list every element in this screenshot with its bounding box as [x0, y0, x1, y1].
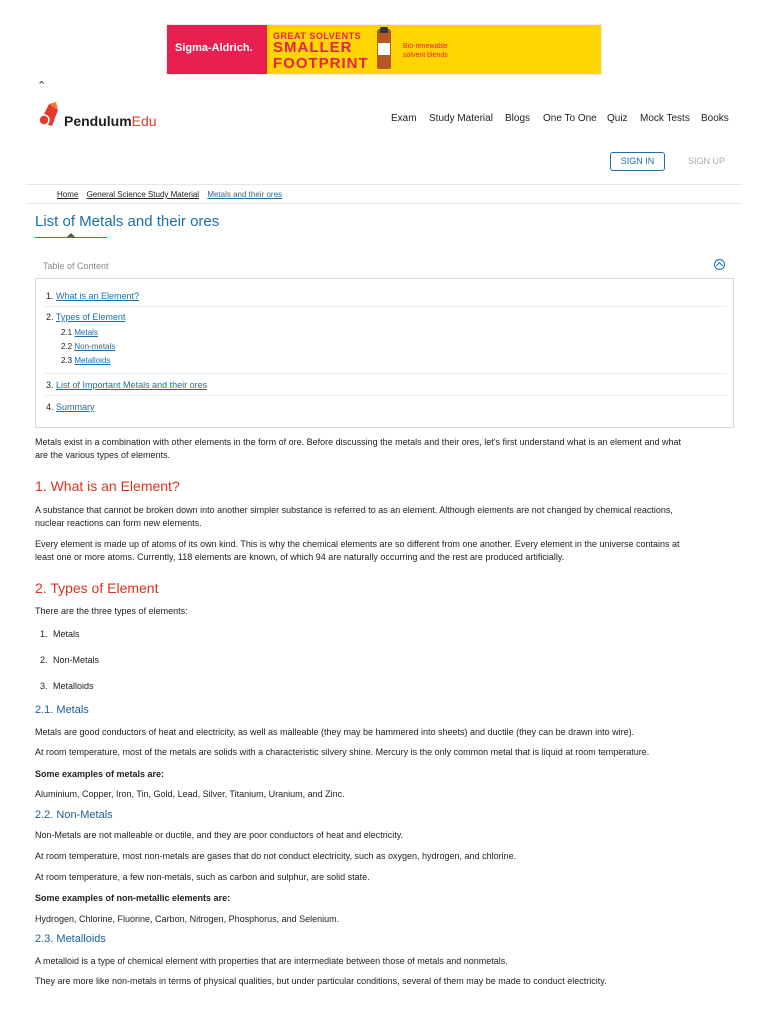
list-number: 1.	[40, 629, 48, 639]
toc-link-metals[interactable]: Metals	[74, 328, 98, 337]
metals-examples-heading: Some examples of metals are:	[35, 769, 165, 779]
toc-link-what-is-element[interactable]: What is an Element?	[56, 291, 140, 301]
toc-item-number: 2.	[46, 312, 54, 322]
element-p2-line-1: Every element is made up of atoms of its own kind. This is why the chemical elements are so different from one another. Every element in the universe contains at	[35, 539, 680, 549]
toc-subitem-2-3	[61, 356, 110, 365]
ad-line-1: GREAT SOLVENTS	[273, 31, 362, 41]
toc-subitem-2-1	[61, 328, 98, 337]
intro-paragraph	[35, 436, 735, 462]
toc-item-number: 3.	[46, 380, 54, 390]
metalloids-paragraph-1: A metalloid is a type of chemical element with properties that are intermediate between those of metals and nonmetals.	[35, 956, 508, 966]
toc-heading: Table of Content	[43, 261, 109, 271]
toc-subitem-2-2	[61, 342, 115, 351]
list-number: 2.	[40, 655, 48, 665]
sign-in-button[interactable]: SIGN IN	[610, 152, 665, 171]
toc-subitem-number: 2.2	[61, 342, 73, 351]
toc-item-3	[46, 380, 207, 390]
intro-line-1: Metals exist in a combination with other elements in the form of ore. Before discussing the metals and their ores, let's first understand what is an element and what	[35, 437, 682, 447]
ad-right-2: solvent blends	[403, 52, 448, 59]
toc-item-4	[46, 402, 95, 412]
element-paragraph-2	[35, 538, 735, 564]
title-underline	[35, 237, 107, 238]
nav-quiz[interactable]: Quiz	[607, 113, 628, 124]
nav-exam[interactable]: Exam	[391, 113, 417, 124]
toc-link-metals-and-ores[interactable]: List of Important Metals and their ores	[56, 380, 208, 390]
chevron-up-icon[interactable]	[714, 259, 725, 270]
metals-examples: Aluminium, Copper, Iron, Tin, Gold, Lead, Silver, Titanium, Uranium, and Zinc.	[35, 789, 345, 799]
toc-item-2	[46, 312, 125, 322]
bottle-icon	[377, 29, 391, 69]
toc-divider	[44, 395, 727, 396]
breadcrumb	[57, 190, 288, 199]
nonmetals-examples-heading: Some examples of non-metallic elements are:	[35, 893, 231, 903]
toc-item-number: 1.	[46, 291, 54, 301]
nonmetals-paragraph-3: At room temperature, a few non-metals, such as carbon and sulphur, are solid state.	[35, 872, 370, 882]
nonmetals-paragraph-2: At room temperature, most non-metals are gases that do not conduct electricity, such as oxygen, hydrogen, and chlorine.	[35, 851, 517, 861]
toc-divider	[44, 373, 727, 374]
nav-blogs[interactable]: Blogs	[505, 113, 531, 124]
types-intro: There are the three types of elements:	[35, 606, 188, 616]
logo-name: Pendulum	[64, 113, 132, 129]
element-p1-line-1: A substance that cannot be broken down into another simpler substance is referred to as an element. Although elements are not changed by chemical reactions,	[35, 505, 673, 515]
ad-line-2: SMALLER	[273, 39, 353, 56]
nav-one-to-one[interactable]: One To One	[543, 113, 597, 124]
toc-link-summary[interactable]: Summary	[56, 402, 95, 412]
divider	[26, 184, 742, 185]
heading-types-of-element: 2. Types of Element	[35, 580, 159, 596]
heading-metalloids: 2.3. Metalloids	[35, 933, 106, 945]
ad-line-3: FOOTPRINT	[273, 55, 369, 72]
breadcrumb-current[interactable]: Metals and their ores	[207, 190, 283, 199]
list-item	[40, 681, 94, 691]
toc-subitem-number: 2.3	[61, 356, 73, 365]
nav-books[interactable]: Books	[701, 113, 729, 124]
list-item	[40, 655, 99, 665]
toc-link-metalloids[interactable]: Metalloids	[74, 356, 111, 365]
toc-subitem-number: 2.1	[61, 328, 73, 337]
list-item	[40, 629, 80, 639]
collapse-ad-icon[interactable]: ⌃	[37, 80, 47, 92]
metals-paragraph-1: Metals are good conductors of heat and electricity, as well as malleable (they may be hammered into sheets) and ductile (they can be drawn into wire).	[35, 727, 635, 737]
breadcrumb-home[interactable]: Home	[57, 190, 79, 199]
divider	[26, 203, 742, 204]
toc-item-1	[46, 291, 139, 301]
sign-up-button[interactable]: SIGN UP	[688, 156, 726, 166]
list-label: Metalloids	[53, 681, 94, 691]
element-paragraph-1	[35, 504, 735, 530]
ad-brand-panel	[167, 25, 267, 75]
toc-item-number: 4.	[46, 402, 54, 412]
ad-banner[interactable]	[166, 24, 602, 75]
nonmetals-examples: Hydrogen, Chlorine, Fluorine, Carbon, Nitrogen, Phosphorus, and Selenium.	[35, 914, 340, 924]
page-title: List of Metals and their ores	[35, 213, 220, 230]
list-label: Non-Metals	[53, 655, 100, 665]
list-label: Metals	[53, 629, 80, 639]
heading-what-is-element: 1. What is an Element?	[35, 478, 180, 494]
nav-mock-tests[interactable]: Mock Tests	[640, 113, 690, 124]
nav-study-material[interactable]: Study Material	[429, 113, 493, 124]
element-p2-line-2: least one or more atoms. Currently, 118 elements are known, of which 94 are naturally occurring and the rest are produced artificially.	[35, 552, 565, 562]
list-number: 3.	[40, 681, 48, 691]
metalloids-paragraph-2: They are more like non-metals in terms of physical qualities, but under particular conditions, several of them may be made to conduct electricity.	[35, 976, 607, 986]
toc-link-types-of-element[interactable]: Types of Element	[55, 312, 126, 322]
ad-right-1: Bio-renewable	[403, 43, 448, 50]
nonmetals-paragraph-1: Non-Metals are not malleable or ductile, and they are poor conductors of heat and electricity.	[35, 830, 404, 840]
metals-paragraph-2: At room temperature, most of the metals are solids with a characteristic silvery shine. Mercury is the only common metal that is liquid at room temperature.	[35, 747, 650, 757]
table-of-contents	[35, 278, 734, 428]
ad-message-panel	[267, 25, 602, 75]
element-p1-line-2: nuclear reactions can form new elements.	[35, 518, 202, 528]
heading-non-metals: 2.2. Non-Metals	[35, 809, 113, 821]
breadcrumb-category[interactable]: General Science Study Material	[86, 190, 200, 199]
ad-brand: Sigma-Aldrich.	[175, 42, 253, 54]
toc-divider	[44, 306, 727, 307]
toc-link-non-metals[interactable]: Non-metals	[74, 342, 116, 351]
logo-name-suffix: Edu	[131, 113, 157, 129]
main-nav	[0, 113, 768, 127]
intro-line-2: are the various types of elements.	[35, 450, 171, 460]
heading-metals: 2.1. Metals	[35, 704, 89, 716]
